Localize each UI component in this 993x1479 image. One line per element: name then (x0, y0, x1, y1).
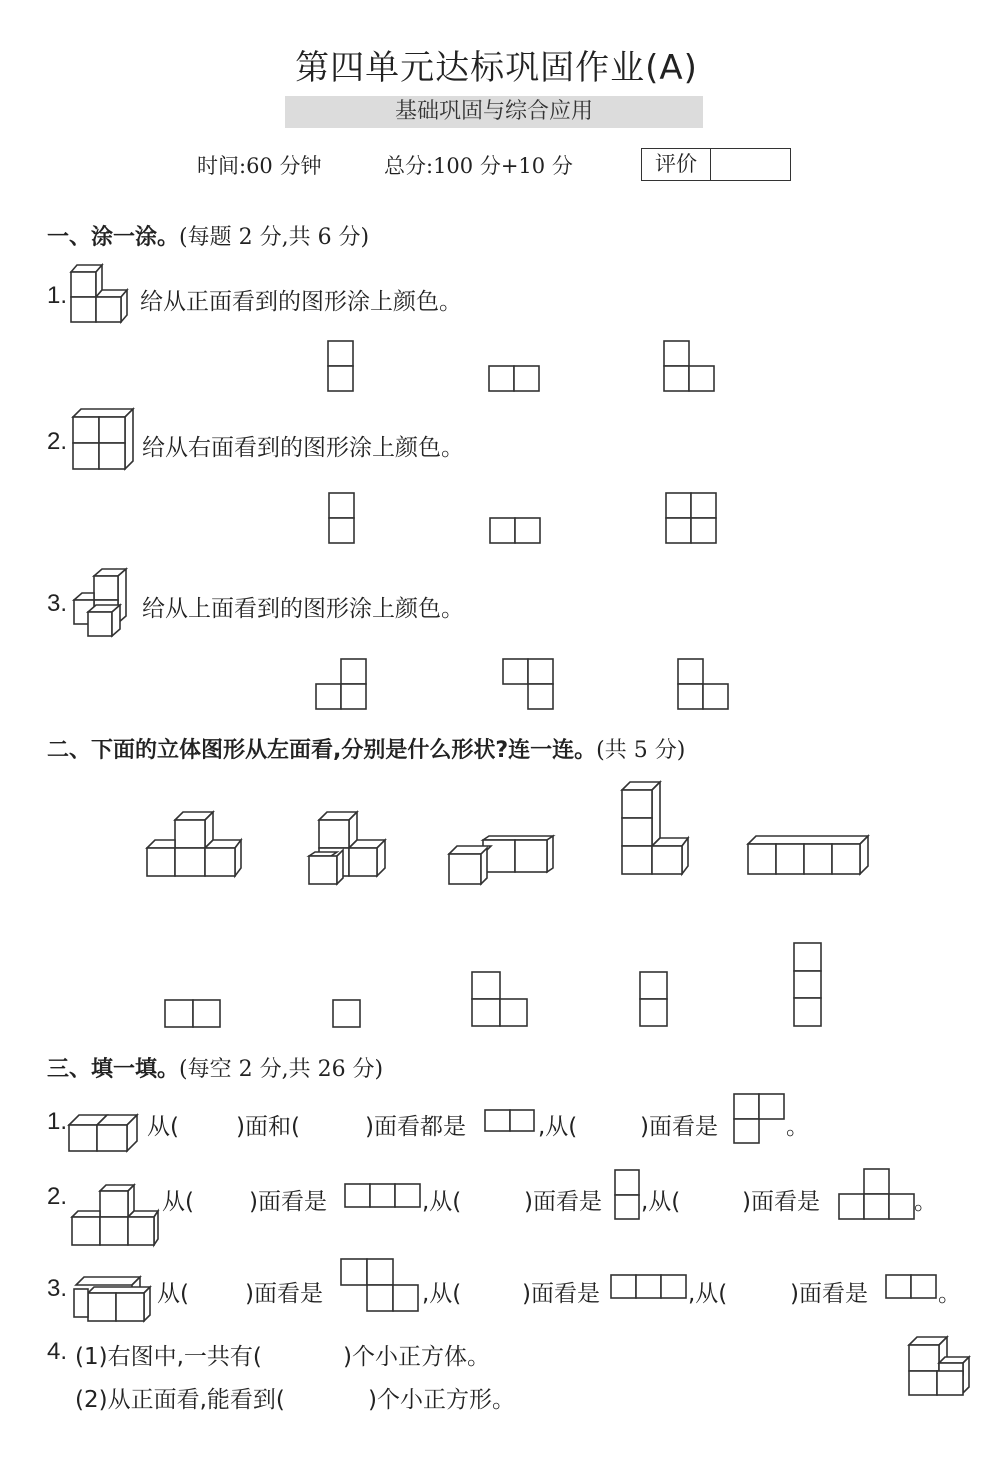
s3-q3-number: 3. (47, 1275, 68, 1302)
sec2-view-2[interactable] (332, 999, 362, 1029)
time-limit: 时间:60 分钟 (197, 154, 322, 178)
q2-option-b[interactable] (490, 518, 542, 545)
s3-q4-part1-text: (1)右图中,一共有( (75, 1344, 262, 1370)
s3-q3-blank-2[interactable] (472, 1273, 522, 1303)
q1-option-a[interactable] (328, 341, 354, 393)
s3-q4-blank-2[interactable] (318, 1379, 368, 1409)
s3-q2-view-a (344, 1183, 422, 1209)
s3-q3-blank-1[interactable] (192, 1273, 242, 1303)
section-2-note: (共 5 分) (596, 738, 686, 763)
s3-q4-blank-1[interactable] (292, 1336, 342, 1366)
section-3-heading (47, 1052, 383, 1083)
s3-q3-solid (70, 1275, 152, 1323)
s3-q3-text-e: ,从( (688, 1281, 728, 1307)
s3-q1-text-e: )面看是 (640, 1114, 718, 1140)
section-2-heading (47, 733, 685, 764)
s3-q3-text-a: 从( (157, 1281, 189, 1307)
evaluation-label: 评价 (642, 149, 711, 180)
s3-q1-blank-3[interactable] (588, 1106, 638, 1136)
s3-q1-text-f: 。 (786, 1114, 809, 1140)
s3-q3-view-a (340, 1258, 420, 1314)
page-title: 第四单元达标巩固作业(A) (295, 48, 698, 88)
s3-q2-blank-1[interactable] (196, 1181, 246, 1211)
q3-option-b[interactable] (503, 659, 555, 711)
q2-option-a[interactable] (329, 493, 355, 545)
total-score: 总分:100 分+10 分 (384, 154, 573, 178)
s3-q4-part2-tail: )个小正方形。 (368, 1387, 515, 1413)
sec2-solid-5[interactable] (746, 834, 872, 878)
sec2-view-3[interactable] (471, 971, 529, 1029)
q2-option-c[interactable] (666, 493, 718, 545)
s3-q1-text-d: ,从( (538, 1114, 578, 1140)
s3-q3-text-g: 。 (938, 1281, 961, 1307)
s3-q1-text-a: 从( (147, 1114, 179, 1140)
s3-q2-text-a: 从( (162, 1189, 194, 1215)
s3-q2-text-d: )面看是 (524, 1189, 602, 1215)
evaluation-box[interactable] (641, 148, 791, 181)
q3-option-a[interactable] (316, 659, 368, 711)
s3-q1-text-c: )面看都是 (365, 1114, 466, 1140)
q1-solid-figure (65, 262, 135, 328)
sec2-solid-1[interactable] (145, 808, 245, 880)
s3-q2-solid (70, 1183, 162, 1247)
s3-q1-solid (67, 1107, 141, 1155)
s3-q3-text-f: )面看是 (790, 1281, 868, 1307)
s3-q2-view-b (614, 1169, 642, 1221)
q1-instruction: 给从正面看到的图形涂上颜色。 (140, 289, 462, 315)
s3-q3-text-b: )面看是 (245, 1281, 323, 1307)
s3-q2-blank-2[interactable] (474, 1181, 524, 1211)
s3-q3-view-c (885, 1274, 939, 1300)
s3-q3-text-c: ,从( (422, 1281, 462, 1307)
s3-q2-view-c (838, 1168, 918, 1222)
section-2-title: 二、下面的立体图形从左面看,分别是什么形状?连一连。 (47, 738, 597, 763)
s3-q1-text-b: )面和( (236, 1114, 300, 1140)
sec2-view-4[interactable] (639, 971, 669, 1029)
section-3-note: (每空 2 分,共 26 分) (179, 1057, 384, 1082)
sec2-solid-2[interactable] (307, 808, 389, 888)
q3-instruction: 给从上面看到的图形涂上颜色。 (142, 596, 464, 622)
s3-q4-part1-tail: )个小正方体。 (343, 1344, 490, 1370)
q2-solid-figure (69, 405, 137, 473)
s3-q3-view-b (610, 1274, 688, 1300)
page-subtitle: 基础巩固与综合应用 (285, 96, 703, 128)
q3-solid-figure (70, 566, 136, 640)
sec2-view-1[interactable] (164, 999, 222, 1029)
s3-q3-text-d: )面看是 (522, 1281, 600, 1307)
s3-q2-text-f: )面看是 (742, 1189, 820, 1215)
section-3-title: 三、填一填。 (47, 1057, 180, 1082)
q1-option-b[interactable] (489, 366, 541, 393)
sec2-solid-4[interactable] (620, 778, 692, 878)
s3-q4-number: 4. (47, 1338, 68, 1365)
section-1-title: 一、涂一涂。 (47, 225, 180, 250)
s3-q2-blank-3[interactable] (690, 1181, 740, 1211)
s3-q1-view-b (733, 1093, 787, 1145)
s3-q2-text-e: ,从( (641, 1189, 681, 1215)
s3-q2-text-g: 。 (914, 1189, 937, 1215)
q2-instruction: 给从右面看到的图形涂上颜色。 (142, 435, 464, 461)
sec2-view-5[interactable] (793, 942, 823, 1028)
q2-number: 2. (47, 428, 68, 455)
s3-q1-blank-1[interactable] (183, 1106, 233, 1136)
s3-q2-number: 2. (47, 1183, 68, 1210)
s3-q1-number: 1. (47, 1108, 68, 1135)
q3-option-c[interactable] (678, 659, 730, 711)
s3-q2-text-b: )面看是 (249, 1189, 327, 1215)
s3-q3-blank-3[interactable] (738, 1273, 788, 1303)
s3-q2-text-c: ,从( (422, 1189, 462, 1215)
section-1-note: (每题 2 分,共 6 分) (179, 225, 370, 250)
q1-option-c[interactable] (664, 341, 716, 393)
q3-number: 3. (47, 590, 68, 617)
s3-q4-solid (905, 1333, 971, 1399)
section-1-heading (47, 220, 369, 251)
s3-q1-blank-2[interactable] (312, 1106, 362, 1136)
s3-q4-part2-text: (2)从正面看,能看到( (75, 1387, 285, 1413)
sec2-solid-3[interactable] (447, 834, 557, 890)
s3-q1-view-a (484, 1109, 536, 1133)
q1-number: 1. (47, 282, 68, 309)
